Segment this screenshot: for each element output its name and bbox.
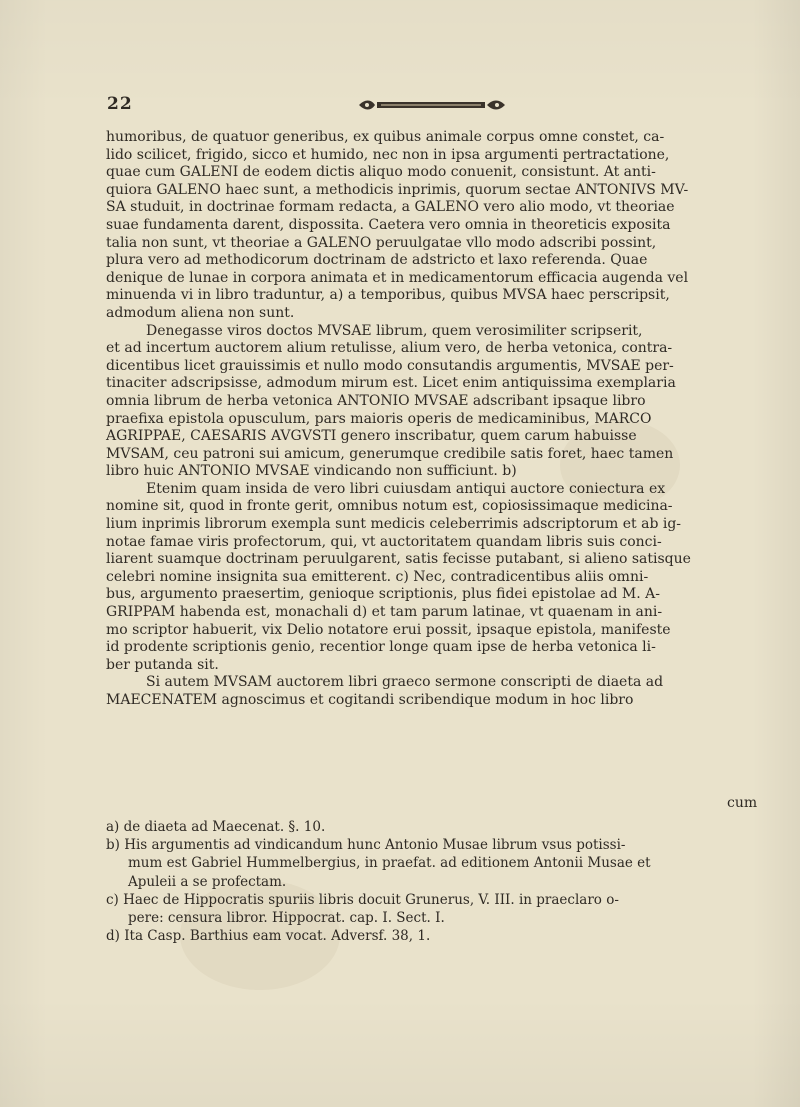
footnote-line: a) de diaeta ad Maecenat. §. 10.	[106, 819, 326, 835]
text-line: tinaciter adscripsisse, admodum mirum est. Licet enim antiquissima exemplaria	[106, 375, 676, 392]
text-line: denique de lunae in corpora animata et in medicamentorum efficacia augenda vel	[106, 269, 689, 286]
text-line: Si autem MVSAM auctorem libri graeco sermone conscripti de diaeta ad	[146, 674, 664, 691]
text-line: quae cum GALENI de eodem dictis aliquo modo conuenit, consistunt. At anti-	[106, 164, 656, 181]
text-line: bus, argumento praesertim, genioque scriptionis, plus fidei epistolae ad M. A-	[106, 586, 661, 603]
text-line: humoribus, de quatuor generibus, ex quibus animale corpus omne constet, ca-	[106, 129, 665, 145]
text-line: suae fundamenta darent, dispossita. Caetera vero omnia in theoreticis exposita	[106, 216, 671, 233]
footnote-line: mum est Gabriel Hummelbergius, in praefat. ad editionem Antonii Musae et	[128, 855, 651, 872]
text-line: omnia librum de herba vetonica ANTONIO MVSAE adscribant ipsaque libro	[106, 392, 646, 409]
text-line: liarent suamque doctrinam peruulgarent, satis fecisse putabant, si alieno satisque	[106, 551, 691, 568]
main-text	[106, 129, 758, 710]
text-line: Etenim quam insida de vero libri cuiusdam antiqui auctore coniectura ex	[146, 480, 666, 497]
text-line: MVSAM, ceu patroni sui amicum, generumque credibile satis foret, haec tamen	[106, 445, 674, 462]
text-line: nomine sit, quod in fronte gerit, omnibus notum est, copiosissimaque medicina-	[106, 498, 673, 515]
footnote-line: d) Ita Casp. Barthius eam vocat. Adversf. 38, 1.	[106, 928, 431, 945]
text-line: et ad incertum auctorem alium retulisse, alium vero, de herba vetonica, contra-	[106, 340, 673, 357]
footnote-line: Apuleii a se profectam.	[128, 873, 287, 890]
text-line: GRIPPAM habenda est, monachali d) et tam parum latinae, vt quaenam in ani-	[106, 604, 663, 621]
text-line: admodum aliena non sunt.	[106, 304, 295, 321]
text-line: minuenda vi in libro traduntur, a) a temporibus, quibus MVSA haec perscripsit,	[106, 287, 670, 304]
text-line: Denegasse viros doctos MVSAE librum, quem verosimiliter scripserit,	[146, 322, 643, 339]
text-line: celebri nomine insignita sua emitterent. c) Nec, contradicentibus aliis omni-	[106, 568, 649, 585]
text-line: talia non sunt, vt theoriae a GALENO peruulgatae vllo modo adscribi possint,	[106, 234, 657, 251]
page-number: 22	[107, 94, 133, 114]
text-line: praefixa epistola opusculum, pars maioris operis de medicaminibus, MARCO	[106, 410, 652, 427]
text-line: id prodente scriptionis genio, recentior longe quam ipse de herba vetonica li-	[106, 639, 656, 656]
text-line: dicentibus licet grauissimis et nullo modo consutandis argumentis, MVSAE per-	[106, 357, 674, 374]
text-line: SA studuit, in doctrinae formam redacta, a GALENO vero alio modo, vt theoriae	[106, 199, 675, 216]
text-line: lium inprimis librorum exempla sunt medicis celeberrimis adscriptorum et ab ig-	[106, 516, 682, 533]
text-line: ber putanda sit.	[106, 656, 219, 673]
text-line: mo scriptor habuerit, vix Delio notatore erui possit, ipsaque epistola, manifeste	[106, 621, 671, 638]
footnote-line: c) Haec de Hippocratis spuriis libris docuit Grunerus, V. III. in praeclaro o-	[106, 891, 619, 908]
footnotes	[106, 818, 758, 945]
text-line: plura vero ad methodicorum doctrinam de adstricto et laxo referenda. Quae	[106, 252, 648, 269]
text-line: libro huic ANTONIO MVSAE vindicando non sufficiunt. b)	[106, 463, 517, 480]
text-line: lido scilicet, frigido, sicco et humido, nec non in ipsa argumenti pertractatione,	[106, 146, 670, 163]
text-line: quiora GALENO haec sunt, a methodicis inprimis, quorum sectae ANTONIVS MV-	[106, 181, 689, 198]
text-line: notae famae viris profectorum, qui, vt auctoritatem quandam libris suis conci-	[106, 533, 662, 550]
decorative-rule-ornament-icon	[355, 98, 510, 112]
text-line: MAECENATEM agnoscimus et cogitandi scribendique modum in hoc libro	[106, 692, 634, 708]
text-line: AGRIPPAE, CAESARIS AVGVSTI genero inscribatur, quem carum habuisse	[106, 428, 637, 445]
catchword: cum	[727, 795, 758, 811]
footnote-line: pere: censura libror. Hippocrat. cap. I. Sect. I.	[128, 910, 445, 927]
footnote-line: b) His argumentis ad vindicandum hunc Antonio Musae librum vsus potissi-	[106, 837, 626, 854]
